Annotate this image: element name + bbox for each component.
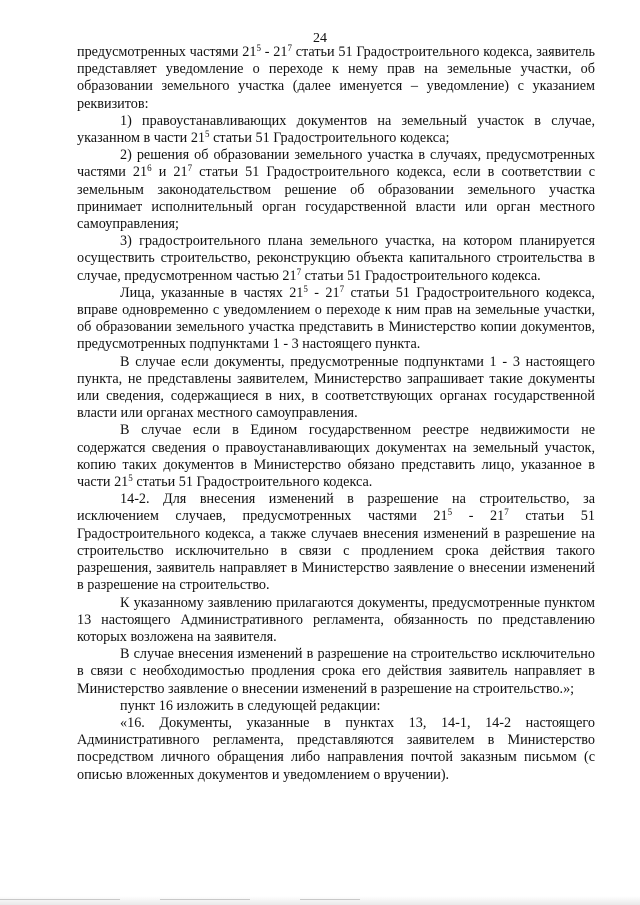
text-run: 3) градостроительного плана земельного участка, на котором планируется осуществить строительство, реконструкцию объекта капитального строительства в случае, предусмотренном частью 21 (77, 233, 595, 284)
text-run: статьи 51 Градостроительного кодекса, если в соответствии с земельным законодательством решение об образовании земельного участка принимает исполнительный орган государственной власти или орган местного самоуправления; (77, 164, 595, 233)
text-run: В случае если в Едином государственном реестре недвижимости не содержатся сведения о правоустанавливающих документах на земельный участок, копию таких документов в Министерство обязано представить лицо, указанное в части 21 (77, 422, 595, 491)
text-run: «16. Документы, указанные в пунктах 13, 14-1, 14-2 настоящего Административного регламента, представляются заявителем в Министерство посредством личного обращения либо направления почтой заказным письмом (с описью вложенных документов и уведомлением о вручении). (77, 714, 595, 783)
text-run: В случае внесения изменений в разрешение на строительство исключительно в связи с необходимостью продления срока его действия заявитель направляет в Министерство заявление о внесении изменений в разрешение на строительство.»; (77, 646, 595, 697)
superscript: 6 (147, 163, 152, 174)
text-run: статьи 51 Градостроительного кодекса; (209, 130, 450, 147)
superscript: 5 (256, 43, 261, 53)
text-run: 1) правоустанавливающих документов на земельный участок в случае, указанном в части 21 (77, 112, 595, 147)
superscript: 5 (447, 507, 453, 518)
text-run: пункт 16 изложить в следующей редакции: (120, 697, 381, 714)
text-run: статьи 51 Градостроительного кодекса, вправе одновременно с уведомлением о переходе к ним прав на земельные участки, об образовании земельного участка представить в Министерство копии документов, предусмотренных подпунктами 1 - 3 настоящего пункта. (77, 284, 595, 353)
text-run: - 21 (260, 44, 288, 60)
scan-bottom-edge (0, 896, 640, 905)
superscript: 5 (205, 129, 210, 140)
paragraph-p9 (77, 595, 595, 647)
superscript: 7 (187, 163, 193, 174)
document-body (77, 44, 595, 784)
paragraph-p2 (77, 113, 595, 147)
text-run: 14-2. Для внесения изменений в разрешение на строительство, за исключением случаев, предусмотренных частями 21 (77, 491, 595, 525)
superscript: 7 (339, 283, 345, 294)
text-run: В случае если документы, предусмотренные подпунктами 1 - 3 настоящего пункта, не представлены заявителем, Министерство запрашивает такие документы или сведения, содержащиеся в них, в соответствующих органах государственной власти или органах местного самоуправления. (77, 353, 595, 422)
paragraph-p7 (77, 422, 595, 491)
text-run: статьи 51 Градостроительного кодекса. (132, 474, 373, 491)
superscript: 7 (287, 43, 292, 53)
superscript: 7 (504, 507, 509, 518)
paragraph-p8 (77, 491, 595, 594)
paragraph-p10 (77, 646, 595, 698)
text-run: Лица, указанные в частях 21 (120, 284, 304, 301)
text-run: статьи 51 Градостроительного кодекса, а также случаев внесения изменений в разрешение на строительство исключительно в связи с продлением срока действия такого разрешения, заявитель направляет в Министерство заявление о внесении изменений в разрешение на строительство. (77, 508, 595, 594)
paragraph-p6 (77, 354, 595, 423)
text-run: статьи 51 Градостроительного кодекса. (301, 267, 541, 284)
superscript: 5 (303, 283, 308, 294)
text-run: и 21 (151, 164, 188, 181)
paragraph-p1 (77, 44, 595, 113)
text-run: предусмотренных частями 21 (77, 44, 257, 60)
paragraph-p4 (77, 233, 595, 285)
page-number: 24 (313, 31, 327, 46)
paragraph-p12 (77, 715, 595, 784)
paragraph-p5 (77, 285, 595, 354)
text-run: - 21 (307, 284, 340, 301)
superscript: 7 (296, 266, 302, 277)
superscript: 5 (128, 473, 133, 484)
paragraph-p11 (77, 698, 595, 715)
text-run: - 21 (452, 508, 505, 525)
text-run: К указанному заявлению прилагаются документы, предусмотренные пунктом 13 настоящего Административного регламента, обязанность по представлению которых возложена на заявителя. (77, 594, 595, 645)
text-run: 2) решения об образовании земельного участка в случаях, предусмотренных частями 21 (77, 147, 595, 181)
text-run: статьи 51 Градостроительного кодекса, заявитель представляет уведомление о переходе к нему прав на земельные участки, об образовании земельного участка (далее именуется – уведомление) с указанием реквизитов: (77, 44, 595, 112)
paragraph-p3 (77, 147, 595, 233)
